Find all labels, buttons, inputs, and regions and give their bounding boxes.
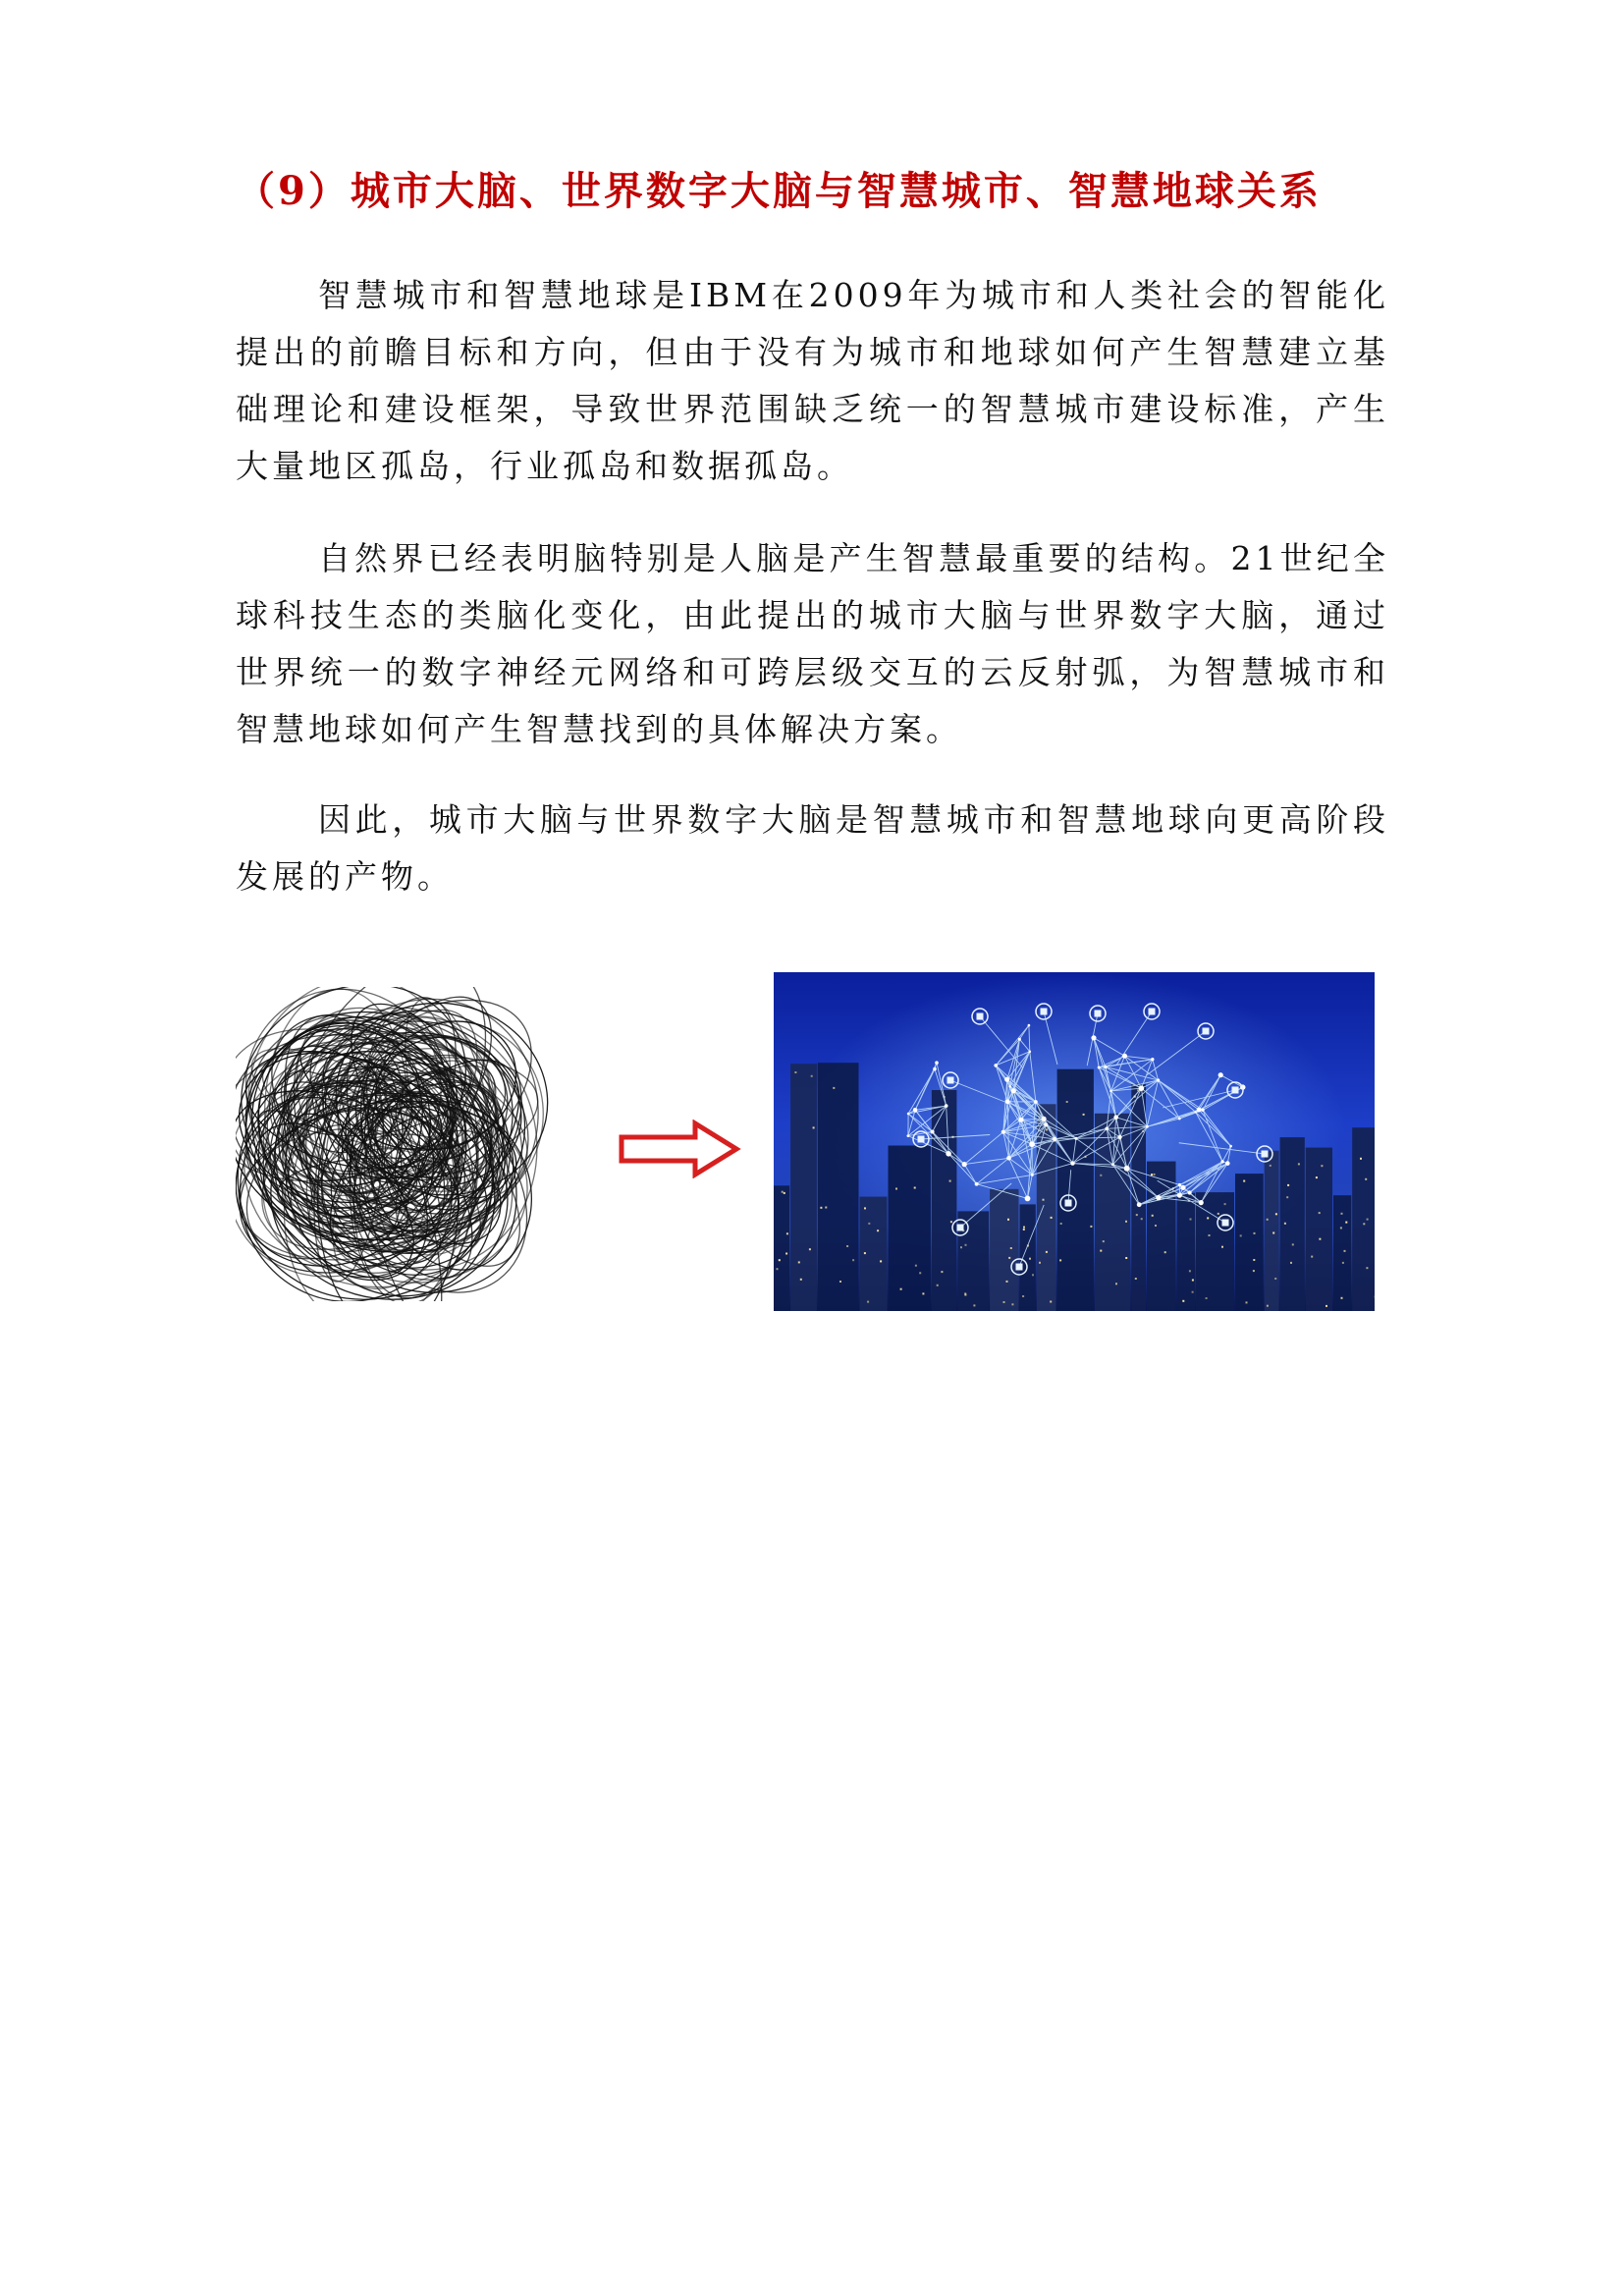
section-title: （9）城市大脑、世界数字大脑与智慧城市、智慧地球关系 xyxy=(236,168,1322,214)
comparison-figure xyxy=(236,967,1389,1311)
paragraph-text: 自然界已经表明脑特别是人脑是产生智慧最重要的结构。21世纪全球科技生态的类脑化变化，由此提出的城市大脑与世界数字大脑，通过世界统一的数字神经元网络和可跨层级交互的云反射弧，为智慧城市和智慧地球如何产生智慧找到的具体解决方案。 xyxy=(236,539,1389,748)
smart-city-night-image xyxy=(774,972,1375,1311)
paragraph-text: 智慧城市和智慧地球是IBM在2009年为城市和人类社会的智能化提出的前瞻目标和方向，但由于没有为城市和地球如何产生智慧建立基础理论和建设框架，导致世界范围缺乏统一的智慧城市建设标准，产生大量地区孤岛，行业孤岛和数据孤岛。 xyxy=(236,276,1389,485)
paragraph-text: 因此，城市大脑与世界数字大脑是智慧城市和智慧地球向更高阶段发展的产物。 xyxy=(236,800,1389,896)
paragraph-2 xyxy=(236,530,1389,758)
paragraph-1 xyxy=(236,267,1389,495)
paragraph-3 xyxy=(236,792,1389,905)
right-arrow-outline-icon xyxy=(619,1120,741,1178)
tangled-scribble-image xyxy=(236,987,550,1301)
